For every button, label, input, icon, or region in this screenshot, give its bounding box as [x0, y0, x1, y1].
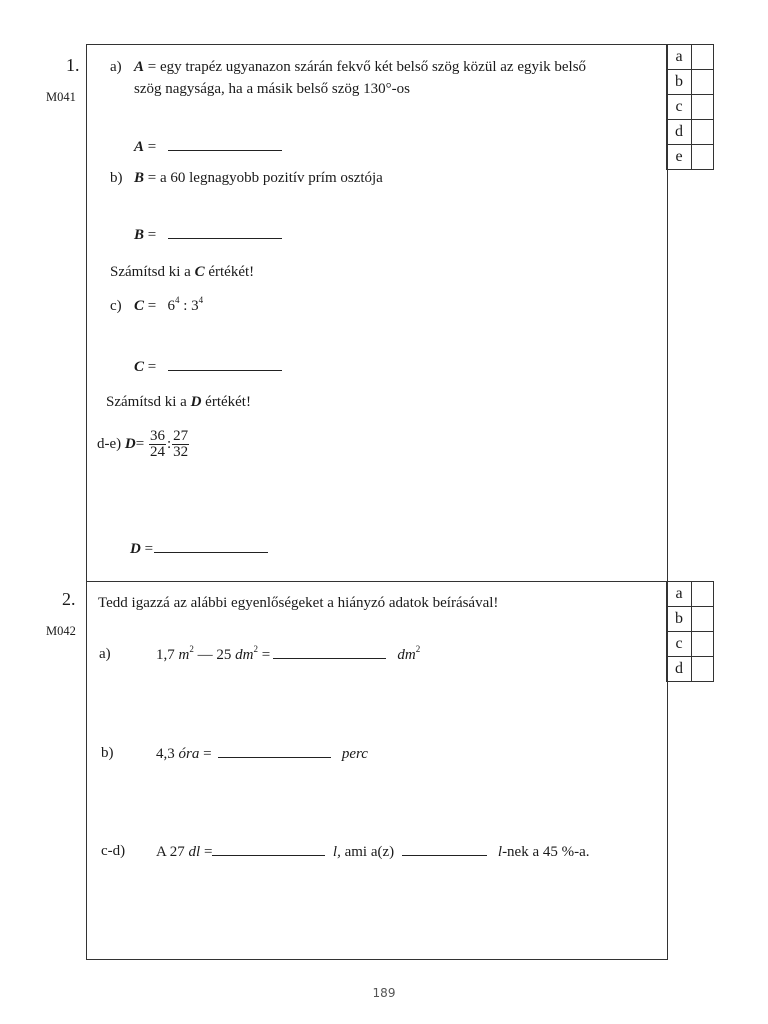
q2-answer-c-blank[interactable]: [212, 843, 325, 856]
q1-grade-table: [666, 44, 714, 170]
grade-cell-b[interactable]: [692, 70, 714, 95]
var-c: C: [134, 298, 145, 314]
unit-dl: dl: [188, 844, 201, 860]
equals-sign: =: [144, 227, 157, 243]
unit-l: l: [497, 844, 503, 860]
unit-ora: óra: [178, 746, 200, 762]
answer-unit-dm: dm: [397, 647, 416, 663]
answer-b-var: B: [134, 227, 145, 243]
exp-2: 2: [415, 644, 421, 654]
var-b: B: [134, 170, 145, 186]
fraction-1: [149, 429, 166, 460]
q2-part-cd-expr: [156, 843, 590, 861]
equals-sign: =: [140, 541, 154, 557]
grade-cell-d[interactable]: [692, 120, 714, 145]
answer-a-blank[interactable]: [168, 138, 282, 151]
grade-cell-b[interactable]: [692, 607, 714, 632]
equals-sign: =: [135, 436, 145, 452]
div-sign: :: [166, 436, 172, 452]
exp-4: 4: [198, 295, 204, 305]
q2-part-a-label: a): [99, 646, 111, 662]
q2-part-b-label: b): [101, 745, 114, 761]
q1-instruction-c: [110, 264, 254, 281]
question-2-box: [86, 581, 668, 960]
answer-b-blank[interactable]: [168, 226, 282, 239]
grade-cell-e[interactable]: [692, 145, 714, 170]
grade-row-b: [667, 607, 714, 632]
grade-label-d: d: [667, 657, 692, 682]
grade-label-a: a: [667, 45, 692, 70]
unit-l: l,: [332, 844, 341, 860]
q1-answer-a: [134, 138, 282, 156]
q1-answer-d: [130, 540, 268, 558]
a-value: 1,7: [156, 647, 179, 663]
grade-label-b: b: [667, 70, 692, 95]
var-d: D: [124, 436, 136, 452]
q1-part-c-expr: [134, 295, 204, 315]
instruction-c-end: értékét!: [204, 264, 255, 280]
cd-middle-text: ami a(z): [340, 844, 395, 860]
q2-part-b-expr: [156, 745, 368, 763]
q2-answer-a-blank[interactable]: [273, 646, 386, 659]
q1-part-a-text-line1: [134, 59, 586, 76]
base-6: 6: [167, 298, 175, 314]
grade-row-c: [667, 95, 714, 120]
answer-unit-perc: perc: [341, 746, 368, 762]
question-1-code: M041: [46, 90, 76, 104]
equals-sign: =: [257, 647, 271, 663]
grade-row-d: [667, 657, 714, 682]
q1-answer-c: [134, 358, 282, 376]
grade-row-a: [667, 45, 714, 70]
q1-part-a-label: a): [110, 59, 122, 75]
grade-cell-c[interactable]: [692, 632, 714, 657]
q1-part-b-text: [134, 170, 383, 187]
grade-row-d: [667, 120, 714, 145]
grade-label-c: c: [667, 95, 692, 120]
grade-cell-d[interactable]: [692, 657, 714, 682]
q1-part-b-desc: = a 60 legnagyobb pozitív prím osztója: [144, 170, 383, 186]
var-a: A: [134, 59, 145, 75]
exp-4: 4: [174, 295, 180, 305]
question-2-number: 2.: [62, 589, 76, 609]
fraction-2-numerator: 27: [173, 428, 189, 444]
q1-part-a-text: = egy trapéz ugyanazon szárán fekvő két belső szög közül az egyik belső: [144, 59, 587, 75]
grade-cell-a[interactable]: [692, 45, 714, 70]
q2-part-a-expr: [156, 646, 420, 664]
page-number: 189: [372, 986, 396, 1000]
answer-d-var: D: [130, 541, 141, 557]
q1-part-c-label: c): [110, 298, 122, 314]
instruction-d-text: Számítsd ki a: [106, 394, 191, 410]
q2-answer-b-blank[interactable]: [218, 745, 331, 758]
equals-sign: =: [144, 359, 157, 375]
div-sign: :: [179, 298, 192, 314]
instruction-d-var: D: [190, 394, 202, 410]
exp-2: 2: [189, 644, 194, 654]
grade-row-b: [667, 70, 714, 95]
grade-label-d: d: [667, 120, 692, 145]
base-3: 3: [191, 298, 199, 314]
answer-d-blank[interactable]: [154, 540, 268, 553]
q2-instruction: Tedd igazzá az alábbi egyenlőségeket a hiányzó adatok beírásával!: [98, 595, 499, 611]
equals-sign: =: [200, 844, 213, 860]
fraction-1-numerator: 36: [149, 428, 165, 444]
instruction-c-var: C: [194, 264, 205, 280]
grade-label-c: c: [667, 632, 692, 657]
q1-part-a-text-line2: szög nagysága, ha a másik belső szög 130°-os: [134, 81, 410, 97]
grade-cell-c[interactable]: [692, 95, 714, 120]
q1-part-de-expr: [97, 429, 190, 460]
equals-sign: =: [144, 139, 157, 155]
fraction-2: [172, 429, 189, 460]
unit-dm: dm: [235, 647, 254, 663]
grade-label-e: e: [667, 145, 692, 170]
b-value: 4,3: [156, 746, 179, 762]
question-1-number: 1.: [66, 55, 80, 75]
a-minus-term: — 25: [193, 647, 236, 663]
exp-2: 2: [253, 644, 258, 654]
q1-instruction-d: [106, 394, 251, 411]
q2-answer-d-blank[interactable]: [402, 843, 487, 856]
equals-sign: =: [199, 746, 212, 762]
instruction-c-text: Számítsd ki a: [110, 264, 195, 280]
q2-part-cd-label: c-d): [101, 843, 126, 859]
fraction-1-denominator: 24: [149, 444, 165, 460]
q2-grade-table: [666, 581, 714, 682]
q1-answer-b: [134, 226, 282, 244]
answer-c-var: C: [134, 359, 145, 375]
q1-part-b-label: b): [110, 170, 123, 186]
answer-a-var: A: [134, 139, 145, 155]
answer-c-blank[interactable]: [168, 358, 282, 371]
grade-row-c: [667, 632, 714, 657]
grade-row-a: [667, 582, 714, 607]
grade-label-a: a: [667, 582, 692, 607]
unit-m: m: [178, 647, 190, 663]
q1-part-de-label: d-e): [97, 436, 122, 452]
fraction-2-denominator: 32: [173, 444, 189, 460]
grade-cell-a[interactable]: [692, 582, 714, 607]
grade-row-e: [667, 145, 714, 170]
instruction-d-end: értékét!: [201, 394, 251, 410]
question-2-code: M042: [46, 624, 76, 638]
equals-sign: =: [144, 298, 157, 314]
question-1-box: [86, 44, 668, 584]
cd-value: A 27: [156, 844, 189, 860]
grade-label-b: b: [667, 607, 692, 632]
cd-end-text: -nek a 45 %-a.: [502, 844, 590, 860]
